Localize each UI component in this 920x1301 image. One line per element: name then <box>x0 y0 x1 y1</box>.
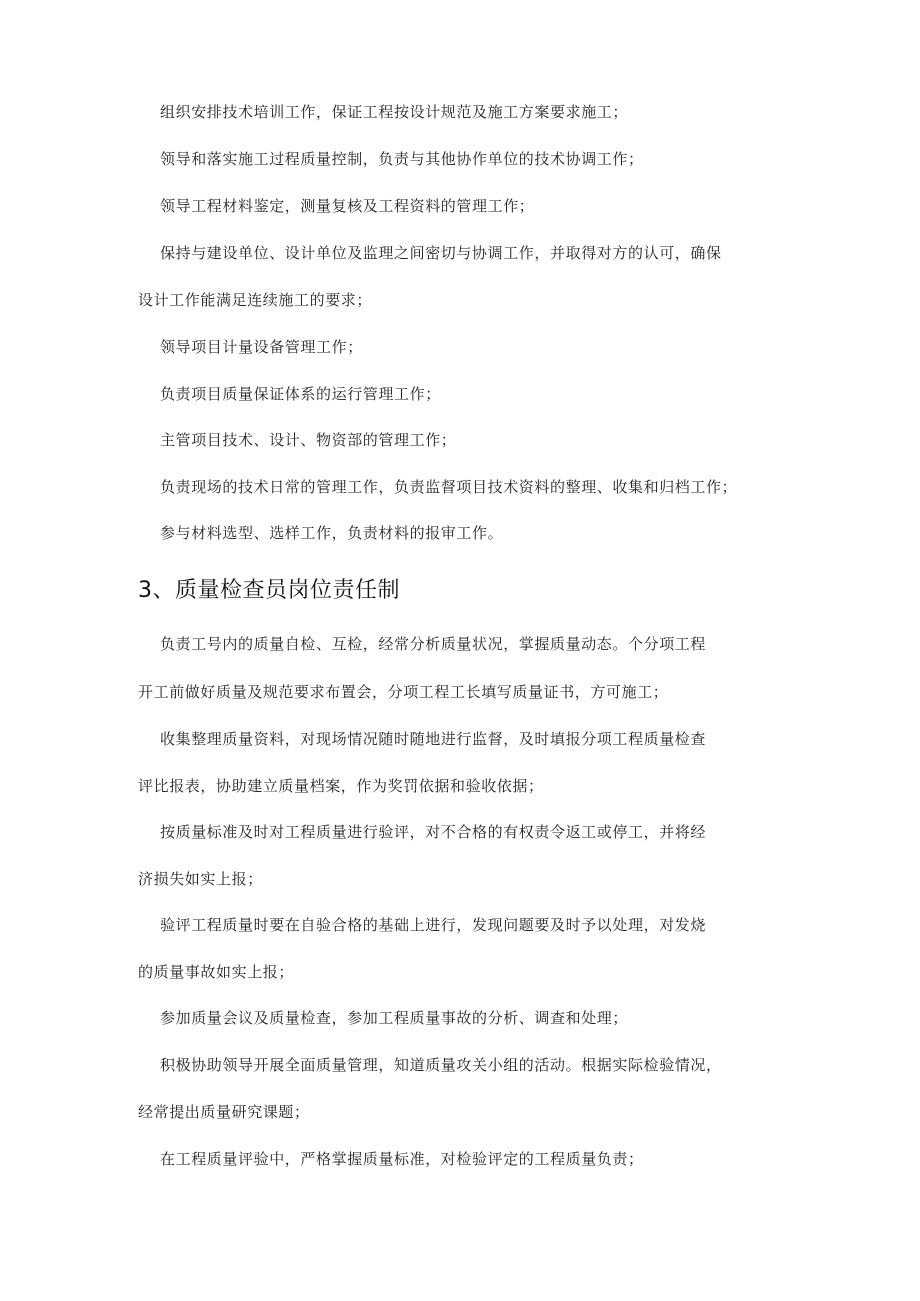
paragraph-line: 积极协助领导开展全面质量管理，知道质量攻关小组的活动。根据实际检验情况， <box>160 1056 722 1074</box>
paragraph-line: 领导和落实施工过程质量控制，负责与其他协作单位的技术协调工作； <box>160 150 644 168</box>
paragraph-line: 领导工程材料鉴定，测量复核及工程资料的管理工作； <box>160 197 535 215</box>
paragraph-line: 在工程质量评验中，严格掌握质量标准，对检验评定的工程质量负责； <box>160 1150 644 1168</box>
paragraph-line: 按质量标准及时对工程质量进行验评，对不合格的有权责令返工或停工，并将经 <box>160 823 707 841</box>
paragraph-line: 验评工程质量时要在自验合格的基础上进行，发现问题要及时予以处理，对发烧 <box>160 916 707 934</box>
section-heading: 3、质量检查员岗位责任制 <box>138 578 400 603</box>
paragraph-line: 负责现场的技术日常的管理工作，负责监督项目技术资料的整理、收集和归档工作； <box>160 478 738 496</box>
paragraph-line: 领导项目计量设备管理工作； <box>160 338 363 356</box>
paragraph-line: 负责工号内的质量自检、互检，经常分析质量状况，掌握质量动态。个分项工程 <box>160 635 707 653</box>
paragraph-line: 主管项目技术、设计、物资部的管理工作； <box>160 431 457 449</box>
paragraph-line: 保持与建设单位、设计单位及监理之间密切与协调工作，并取得对方的认可，确保 <box>160 244 722 262</box>
paragraph-line: 评比报表，协助建立质量档案，作为奖罚依据和验收依据； <box>138 777 544 795</box>
paragraph-line: 的质量事故如实上报； <box>138 963 295 981</box>
paragraph-line: 开工前做好质量及规范要求布置会，分项工程工长填写质量证书，方可施工； <box>138 683 669 701</box>
paragraph-line: 经常提出质量研究课题； <box>138 1103 310 1121</box>
paragraph-line: 济损失如实上报； <box>138 870 263 888</box>
paragraph-line: 收集整理质量资料，对现场情况随时随地进行监督，及时填报分项工程质量检查 <box>160 730 707 748</box>
paragraph-line: 组织安排技术培训工作，保证工程按设计规范及施工方案要求施工； <box>160 103 629 121</box>
paragraph-line: 负责项目质量保证体系的运行管理工作； <box>160 385 441 403</box>
paragraph-line: 设计工作能满足连续施工的要求； <box>138 291 373 309</box>
paragraph-line: 参加质量会议及质量检查，参加工程质量事故的分析、调查和处理； <box>160 1009 629 1027</box>
paragraph-line: 参与材料选型、选样工作，负责材料的报审工作。 <box>160 524 504 542</box>
